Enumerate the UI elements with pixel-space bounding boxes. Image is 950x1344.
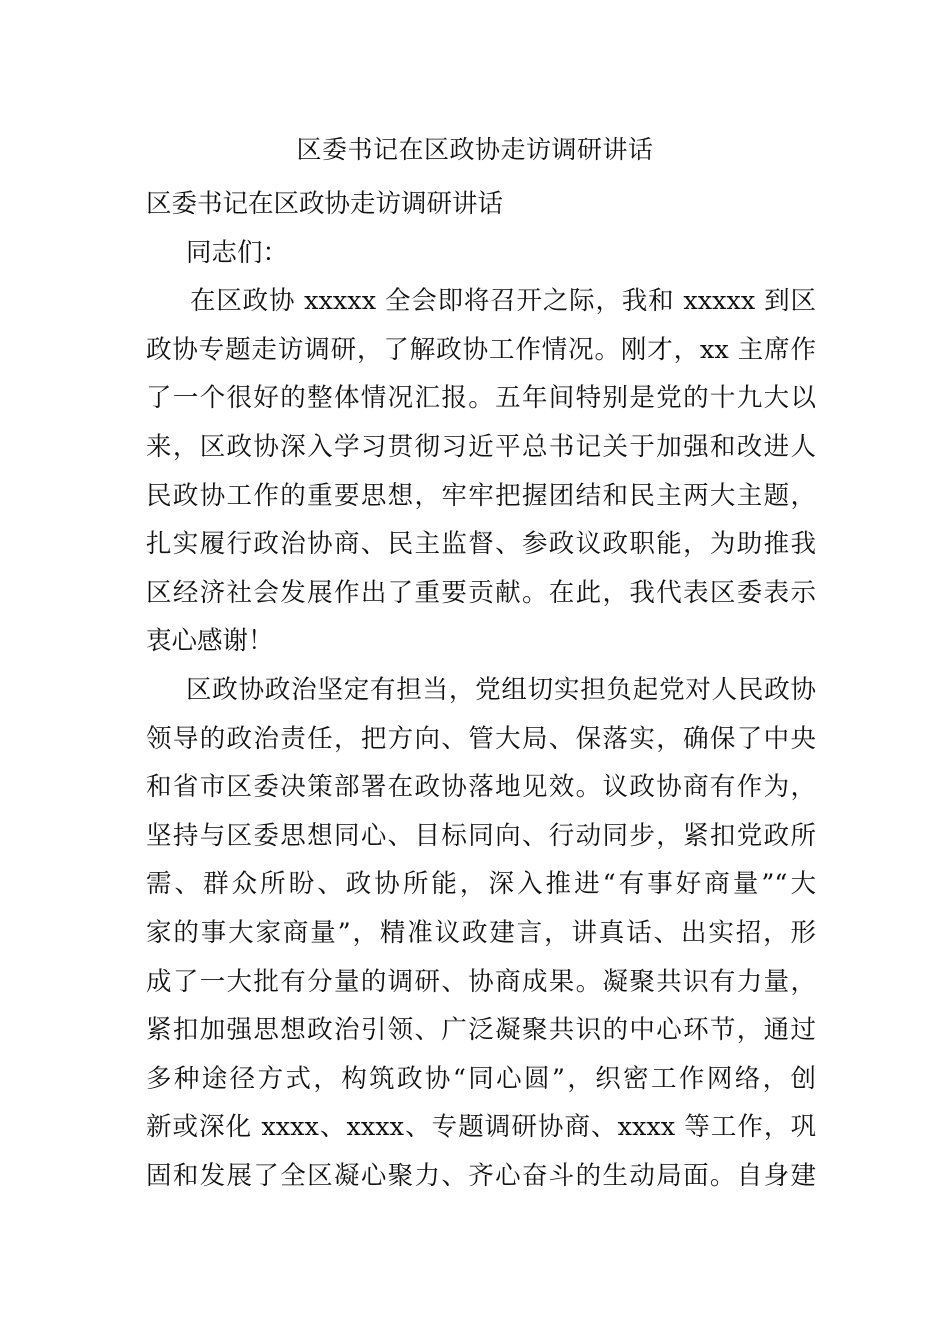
paragraph-line: 领导的政治责任，把方向、管大局、保落实，确保了中央 — [146, 723, 816, 754]
paragraph-line: 成了一大批有分量的调研、协商成果。凝聚共识有力量， — [146, 966, 816, 997]
paragraph-line: 和省市区委决策部署在政协落地见效。议政协商有作为， — [146, 772, 816, 803]
paragraph-2 — [146, 666, 816, 1201]
paragraph-line: 需、群众所盼、政协所能，深入推进“有事好商量”“大 — [146, 869, 816, 900]
paragraph-line: 来，区政协深入学习贯彻习近平总书记关于加强和改进人 — [146, 431, 816, 462]
paragraph-line: 扎实履行政治协商、民主监督、参政议政职能，为助推我 — [146, 529, 816, 560]
paragraph-line: 家的事大家商量”，精准议政建言，讲真话、出实招，形 — [146, 917, 816, 948]
paragraph-line: 新或深化 xxxx、xxxx、专题调研协商、xxxx 等工作，巩 — [146, 1112, 816, 1143]
paragraph-line: 坚持与区委思想同心、目标同向、行动同步，紧扣党政所 — [146, 820, 816, 851]
paragraph-line: 衷心感谢！ — [146, 626, 274, 657]
paragraph-line: 民政协工作的重要思想，牢牢把握团结和民主两大主题， — [146, 480, 816, 511]
paragraph-line: 区经济社会发展作出了重要贡献。在此，我代表区委表示 — [146, 577, 816, 608]
paragraph-line: 政协专题走访调研，了解政协工作情况。刚才，xx 主席作 — [146, 334, 816, 365]
document-subtitle: 区委书记在区政协走访调研讲话 — [146, 189, 504, 219]
paragraph-1 — [146, 277, 816, 666]
paragraph-line: 区政协政治坚定有担当，党组切实担负起党对人民政协 — [186, 674, 816, 705]
document-title: 区委书记在区政协走访调研讲话 — [296, 135, 654, 164]
greeting: 同志们： — [186, 237, 289, 268]
paragraph-line: 紧扣加强思想政治引领、广泛凝聚共识的中心环节，通过 — [146, 1015, 816, 1046]
document-body — [146, 180, 816, 1200]
paragraph-line: 了一个很好的整体情况汇报。五年间特别是党的十九大以 — [146, 383, 816, 414]
paragraph-line: 多种途径方式，构筑政协“同心圆”，织密工作网络，创 — [146, 1063, 816, 1094]
paragraph-line: 在区政协 xxxxx 全会即将召开之际，我和 xxxxx 到区 — [190, 286, 816, 317]
paragraph-line: 固和发展了全区凝心聚力、齐心奋斗的生动局面。自身建 — [146, 1160, 816, 1191]
